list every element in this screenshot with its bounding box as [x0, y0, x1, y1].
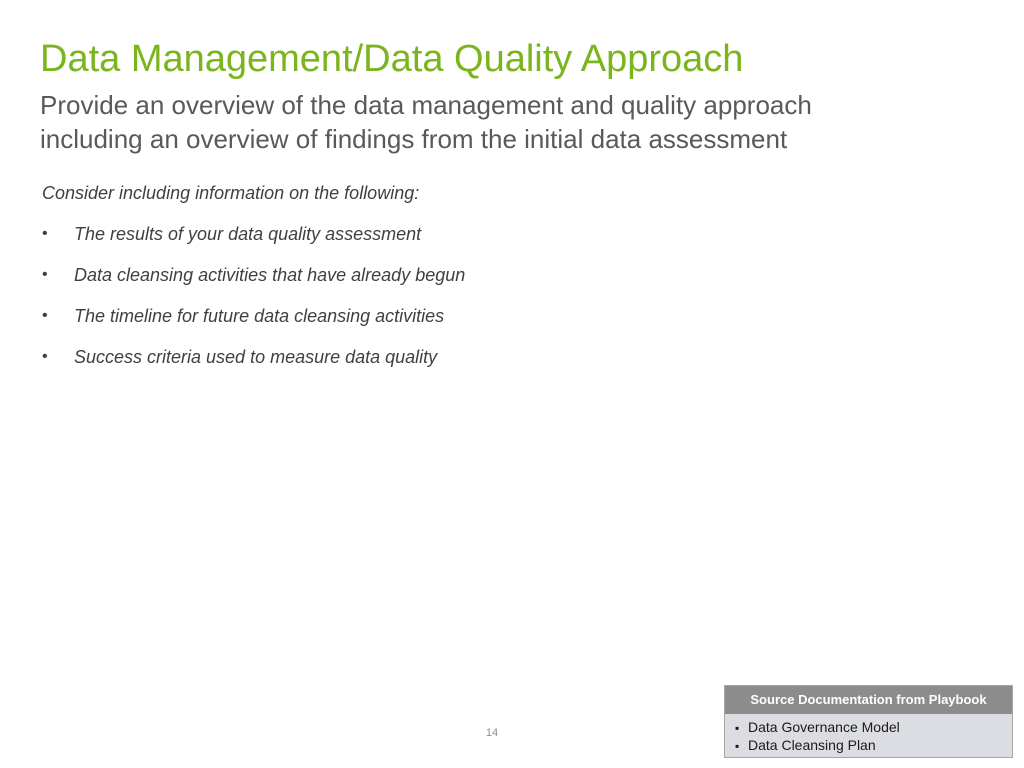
slide-title: Data Management/Data Quality Approach [40, 38, 744, 80]
bullet-icon: • [42, 225, 48, 242]
bullet-icon: • [42, 348, 48, 365]
page-number: 14 [485, 727, 499, 739]
bullet-icon: • [42, 307, 48, 324]
slide-subtitle [40, 88, 960, 156]
subtitle-line: Provide an overview of the data management and quality approach [40, 90, 812, 120]
subtitle-line: including an overview of findings from the initial data assessment [40, 124, 788, 154]
intro-text: Consider including information on the following: [42, 183, 420, 203]
source-item [735, 737, 1012, 755]
source-box-header: Source Documentation from Playbook [725, 686, 1012, 714]
bullet-icon: • [42, 266, 48, 283]
bullet-text: The timeline for future data cleansing activities [74, 306, 445, 326]
bullet-text: The results of your data quality assessment [74, 224, 422, 244]
source-item-text: Data Governance Model [748, 719, 900, 735]
source-item [735, 719, 1012, 737]
source-item-text: Data Cleansing Plan [748, 737, 876, 753]
bullet-text: Data cleansing activities that have already begun [74, 265, 466, 285]
source-list [725, 714, 1012, 755]
source-documentation-box [724, 685, 1013, 758]
square-bullet-icon: ▪ [735, 721, 740, 735]
bullet-text: Success criteria used to measure data quality [74, 347, 438, 367]
square-bullet-icon: ▪ [735, 739, 740, 753]
